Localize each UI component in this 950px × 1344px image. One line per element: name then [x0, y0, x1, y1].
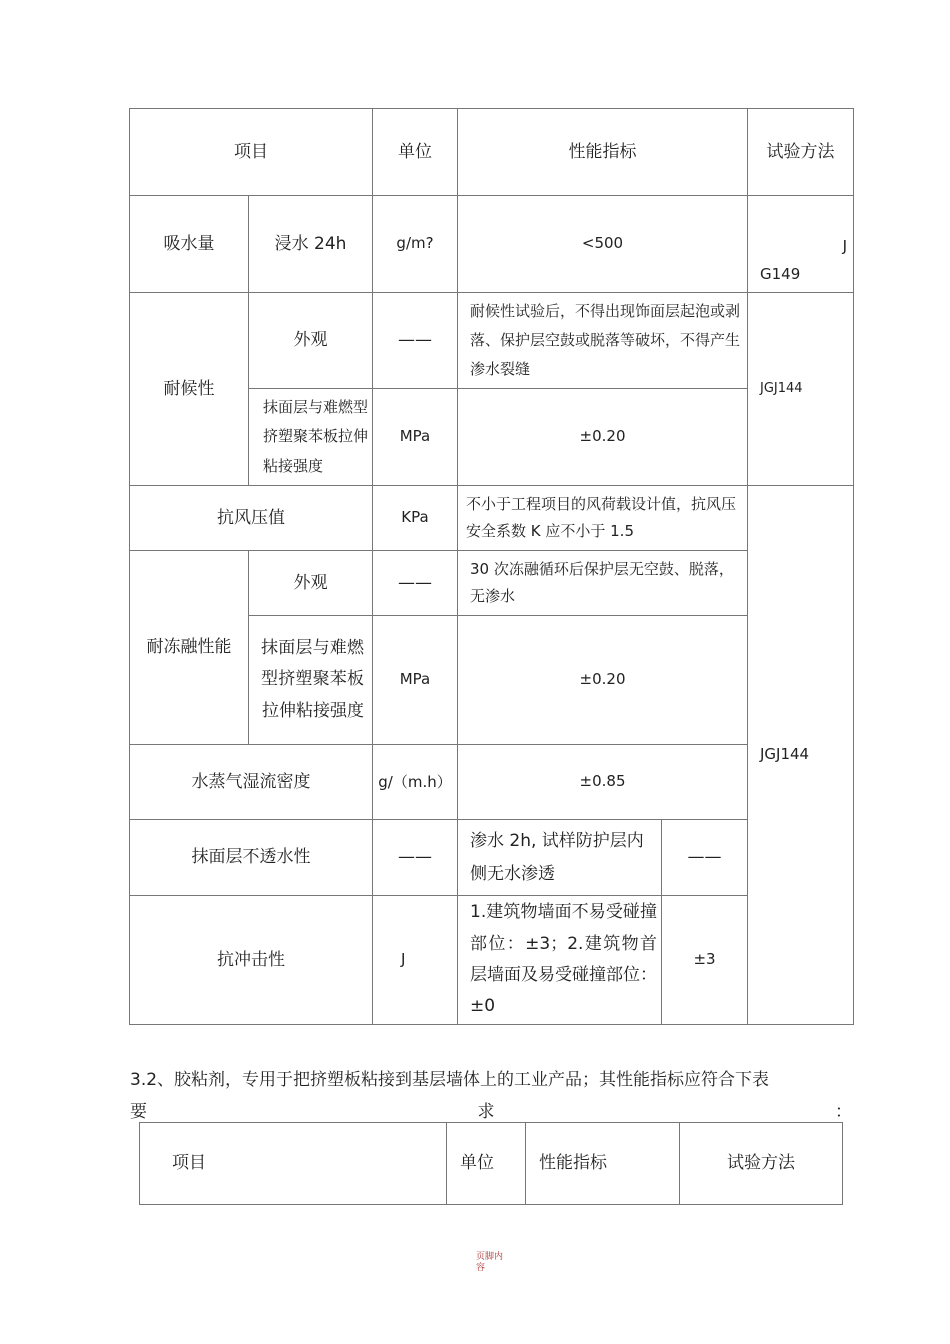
table-row: [130, 896, 854, 1025]
adhesive-table: [139, 1122, 843, 1205]
header-item: 项目: [130, 109, 373, 196]
freeze-bond-value: ±0.20: [458, 616, 748, 745]
t2-header-method: 试验方法: [680, 1123, 843, 1205]
note-line-1: 3.2、胶粘剂，专用于把挤塑板粘接到基层墙体上的工业产品；其性能指标应符合下表: [130, 1070, 770, 1090]
freeze-bond-unit: MPa: [373, 616, 458, 745]
t2-header-perf: 性能指标: [526, 1123, 680, 1205]
water-sub: 浸水 24h: [249, 196, 373, 293]
note-word-2: 求: [477, 1102, 495, 1122]
freeze-bond: 抹面层与难燃型挤塑聚苯板拉伸粘接强度: [249, 616, 373, 745]
weather-appearance: 外观: [249, 293, 373, 389]
freeze-app-unit: ——: [373, 551, 458, 616]
impact-name: 抗冲击性: [130, 896, 373, 1025]
page-footer: 页脚内容: [476, 1252, 504, 1273]
wind-value: 不小于工程项目的风荷载设计值，抗风压安全系数 K 应不小于 1.5: [458, 486, 748, 551]
vapor-unit: g/（m.h）: [373, 745, 458, 820]
header-unit: 单位: [373, 109, 458, 196]
weather-name: 耐候性: [130, 293, 249, 486]
water-method: [748, 196, 854, 293]
impact-extra: ±3: [662, 896, 748, 1025]
table-header-row: [130, 109, 854, 196]
table-header-row: [140, 1123, 843, 1205]
weather-app-unit: ——: [373, 293, 458, 389]
method-group: JGJ144: [748, 486, 854, 1025]
header-perf: 性能指标: [458, 109, 748, 196]
t2-header-item: 项目: [140, 1123, 447, 1205]
note-word-3: ：: [835, 1102, 852, 1122]
performance-table: [129, 108, 854, 1025]
vapor-value: ±0.85: [458, 745, 748, 820]
weather-app-value: 耐候性试验后，不得出现饰面层起泡或剥落、保护层空鼓或脱落等破坏，不得产生渗水裂缝: [458, 293, 748, 389]
vapor-name: 水蒸气湿流密度: [130, 745, 373, 820]
imperm-name: 抹面层不透水性: [130, 820, 373, 896]
water-unit: g/m?: [373, 196, 458, 293]
table-row: [130, 551, 854, 616]
table-row: [130, 820, 854, 896]
wind-name: 抗风压值: [130, 486, 373, 551]
impact-value: 1.建筑物墙面不易受碰撞部位：±3；2.建筑物首层墙面及易受碰撞部位：±0: [458, 896, 662, 1025]
impact-unit: J: [373, 896, 458, 1025]
weather-bond-value: ±0.20: [458, 389, 748, 486]
table-row: [130, 745, 854, 820]
table-row: [130, 293, 854, 389]
imperm-value: 渗水 2h, 试样防护层内侧无水渗透: [458, 820, 662, 896]
wind-unit: KPa: [373, 486, 458, 551]
water-name: 吸水量: [130, 196, 249, 293]
header-method: 试验方法: [748, 109, 854, 196]
imperm-extra: ——: [662, 820, 748, 896]
freeze-name: 耐冻融性能: [130, 551, 249, 745]
weather-bond: 抹面层与难燃型挤塑聚苯板拉伸粘接强度: [249, 389, 373, 486]
table-row: [130, 196, 854, 293]
water-value: <500: [458, 196, 748, 293]
water-method-a: J: [842, 236, 847, 255]
freeze-appearance: 外观: [249, 551, 373, 616]
freeze-app-value: 30 次冻融循环后保护层无空鼓、脱落，无渗水: [458, 551, 748, 616]
water-method-b: G149: [760, 265, 801, 283]
t2-header-unit: 单位: [447, 1123, 526, 1205]
weather-bond-unit: MPa: [373, 389, 458, 486]
note-word-1: 要: [130, 1102, 147, 1122]
weather-method: JGJ144: [748, 293, 854, 486]
table-row: [130, 486, 854, 551]
imperm-unit: ——: [373, 820, 458, 896]
section-note: [130, 1064, 852, 1128]
